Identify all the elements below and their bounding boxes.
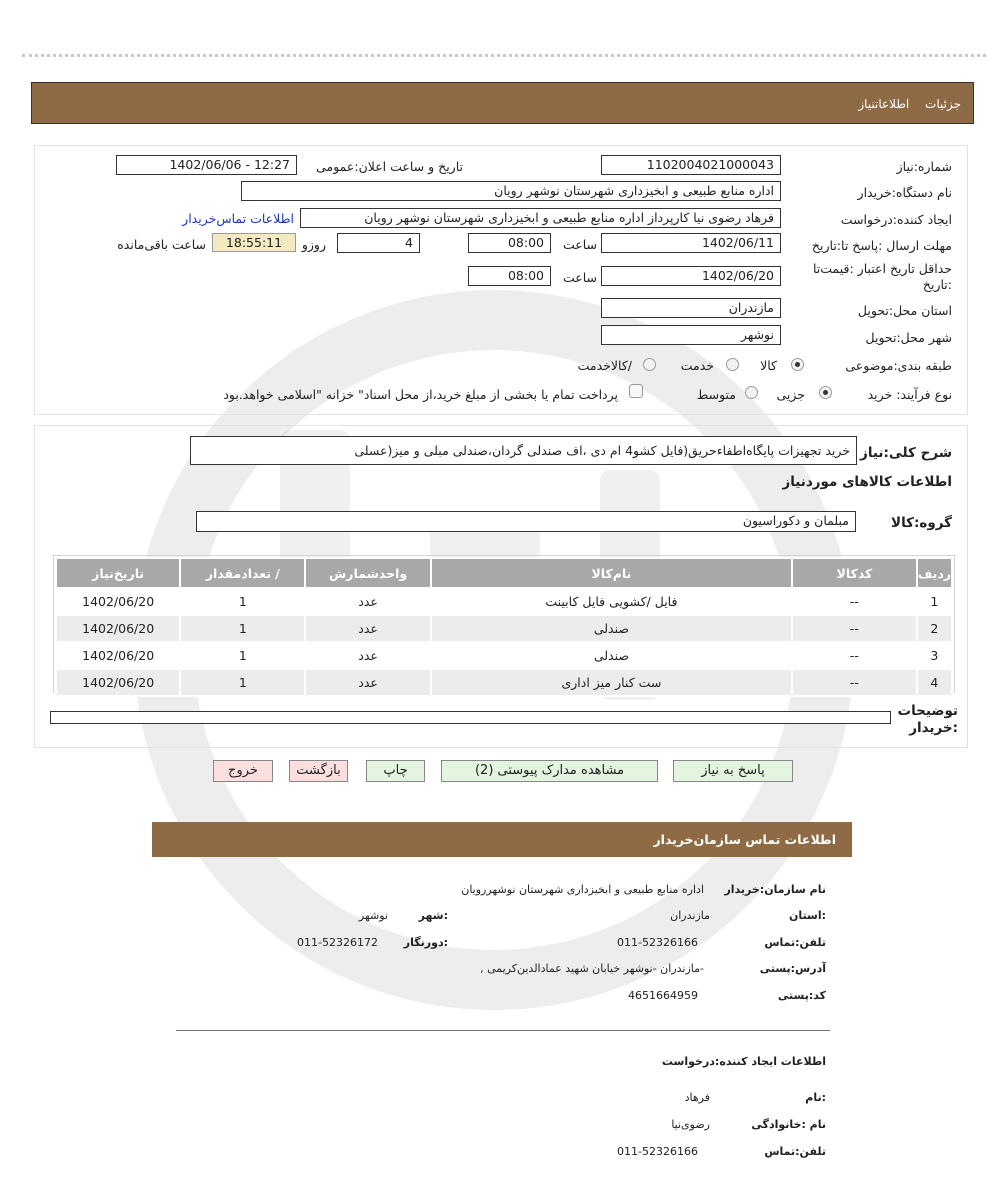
- need-number-label: شماره:نیاز: [896, 159, 952, 174]
- remaining-label: ساعت باقی‌مانده: [117, 237, 206, 252]
- price-validity-label: حداقل تاریخ اعتبار :قیمت‌تا :تاریخ: [812, 261, 952, 292]
- contact-divider: [176, 1030, 830, 1031]
- buyer-org-field: اداره منابع طبیعی و ابخیزداری شهرستان نوشهر رویان: [241, 181, 781, 201]
- creator-phone-label: تلفن:تماس: [764, 1145, 826, 1158]
- items-table: [55, 557, 953, 697]
- cell-name: ست کنار میز اداری: [431, 669, 792, 696]
- contact-province-value: مازندران: [670, 909, 710, 922]
- breadcrumb-need-info[interactable]: اطلاعاتنیاز: [858, 97, 910, 111]
- contact-postal-label: کد:پستی: [777, 989, 826, 1002]
- creator-name-label: :نام: [805, 1091, 826, 1104]
- table-row: [56, 588, 952, 615]
- contact-city-label: :شهر: [418, 909, 448, 922]
- contact-city-value: نوشهر: [358, 909, 388, 922]
- city-field: نوشهر: [601, 325, 781, 345]
- reply-button[interactable]: پاسخ به نیاز: [673, 760, 793, 782]
- items-table-header: [56, 558, 952, 588]
- table-row: [56, 669, 952, 696]
- cell-code: --: [792, 588, 917, 615]
- goods-heading: اطلاعات کالاهای موردنیاز: [782, 474, 952, 490]
- cell-row: 2: [917, 615, 952, 642]
- announce-field: 1402/06/06 - 12:27: [116, 155, 297, 175]
- category-option-service: خدمت: [680, 358, 714, 373]
- breadcrumb: [846, 97, 961, 111]
- cell-qty: 1: [180, 642, 305, 669]
- process-option-minor: جزیی: [776, 387, 805, 402]
- col-code: کدکالا: [792, 558, 917, 588]
- col-row: ردیف: [917, 558, 952, 588]
- cell-name: صندلی: [431, 642, 792, 669]
- table-row: [56, 615, 952, 642]
- cell-date: 1402/06/20: [56, 588, 180, 615]
- buyer-notes-label: توضیحات :خریدار: [897, 703, 958, 736]
- contact-address-value: -مازندران -نوشهر خیابان شهید عمادالدین‌کریمی ,: [480, 962, 704, 975]
- buyer-contact-header: [152, 822, 852, 857]
- cell-date: 1402/06/20: [56, 642, 180, 669]
- payment-note: پرداخت تمام یا بخشی از مبلغ خرید،از محل اسناد" خزانه "اسلامی خواهد.بود: [223, 387, 618, 402]
- days-field: 4: [337, 233, 420, 253]
- org-label: نام سازمان:خریدار: [724, 883, 826, 896]
- table-row: [56, 642, 952, 669]
- col-date: تاریخ‌نیاز: [56, 558, 180, 588]
- contact-phone-value: 011-52326166: [617, 936, 698, 949]
- cell-code: --: [792, 642, 917, 669]
- city-label: شهر محل:تحویل: [865, 330, 952, 345]
- remaining-timer: 18:55:11: [212, 233, 296, 252]
- creator-label: ایجاد کننده:درخواست: [840, 212, 952, 227]
- buyer-notes-field: [50, 711, 891, 724]
- cell-unit: عدد: [305, 615, 430, 642]
- exit-button[interactable]: خروج: [213, 760, 273, 782]
- org-value: اداره منابع طبیعی و ابخیزداری شهرستان نوشهررویان: [461, 883, 704, 896]
- category-label: طبقه بندی:موضوعی: [845, 358, 952, 373]
- contact-fax-value: 011-52326172: [297, 936, 378, 949]
- page-header-bar: [31, 82, 974, 124]
- process-option-medium: متوسط: [696, 387, 736, 402]
- cell-row: 1: [917, 588, 952, 615]
- summary-field: خرید تجهیزات پایگاه‌اطفاءحریق(فایل کشو4 ام دی ،اف صندلی گردان،صندلی مبلی و میز(عسلی: [190, 436, 857, 465]
- price-validity-date-field: 1402/06/20: [601, 266, 781, 286]
- attachments-button[interactable]: مشاهده مدارک پیوستی (2): [441, 760, 658, 782]
- reply-deadline-label: مهلت ارسال :پاسخ تا:تاریخ: [811, 238, 952, 253]
- category-option-goods-service: /کالاخدمت: [577, 358, 632, 373]
- cell-qty: 1: [180, 669, 305, 696]
- payment-checkbox[interactable]: [629, 384, 643, 398]
- creator-field: فرهاد رضوی نیا کارپرداز اداره منابع طبیعی و ابخیزداری شهرستان نوشهر رویان: [300, 208, 781, 228]
- group-field: مبلمان و دکوراسیون: [196, 511, 856, 532]
- cell-unit: عدد: [305, 669, 430, 696]
- creator-phone-value: 011-52326166: [617, 1145, 698, 1158]
- cell-name: صندلی: [431, 615, 792, 642]
- col-name: نام‌کالا: [431, 558, 792, 588]
- category-radio-service[interactable]: [726, 358, 739, 371]
- col-qty: / تعدادمقدار: [180, 558, 305, 588]
- back-button[interactable]: بازگشت: [289, 760, 348, 782]
- cell-qty: 1: [180, 588, 305, 615]
- reply-time-field: 08:00: [468, 233, 551, 253]
- cell-code: --: [792, 669, 917, 696]
- col-unit: واحدشمارش: [305, 558, 430, 588]
- process-label: نوع فرآیند: خرید: [867, 387, 952, 402]
- cell-qty: 1: [180, 615, 305, 642]
- creator-family-value: رضوی‌نیا: [671, 1118, 710, 1131]
- contact-province-label: :استان: [789, 909, 826, 922]
- days-label: روزو: [301, 237, 326, 252]
- category-option-goods: کالا: [760, 358, 777, 373]
- cell-unit: عدد: [305, 588, 430, 615]
- price-validity-time-label: ساعت: [562, 270, 597, 285]
- cell-code: --: [792, 615, 917, 642]
- contact-address-label: آدرس:پستی: [759, 962, 826, 975]
- summary-label: شرح کلی:نیاز: [860, 445, 952, 461]
- creator-family-label: نام :خانوادگی: [751, 1118, 826, 1131]
- breadcrumb-details[interactable]: جزئیات: [925, 97, 961, 111]
- cell-date: 1402/06/20: [56, 615, 180, 642]
- province-label: استان محل:تحویل: [857, 303, 952, 318]
- cell-row: 4: [917, 669, 952, 696]
- top-dotted-divider: [22, 54, 986, 57]
- creator-name-value: فرهاد: [684, 1091, 710, 1104]
- category-radio-goods[interactable]: [791, 358, 804, 371]
- province-field: مازندران: [601, 298, 781, 318]
- process-radio-minor[interactable]: [819, 386, 832, 399]
- cell-name: فایل /کشویی فایل کابینت: [431, 588, 792, 615]
- buyer-org-label: نام دستگاه:خریدار: [857, 185, 952, 200]
- contact-postal-value: 4651664959: [628, 989, 698, 1002]
- announce-label: تاریخ و ساعت اعلان:عمومی: [316, 159, 463, 174]
- cell-date: 1402/06/20: [56, 669, 180, 696]
- buyer-contact-title: اطلاعات تماس سازمان‌خریدار: [653, 832, 836, 847]
- category-radio-goods-service[interactable]: [643, 358, 656, 371]
- cell-row: 3: [917, 642, 952, 669]
- cell-unit: عدد: [305, 642, 430, 669]
- buyer-contact-link[interactable]: اطلاعات تماس‌خریدار: [182, 211, 294, 226]
- need-number-field: 1102004021000043: [601, 155, 781, 175]
- reply-time-label: ساعت: [562, 237, 597, 252]
- print-button[interactable]: چاپ: [366, 760, 425, 782]
- contact-phone-label: تلفن:تماس: [764, 936, 826, 949]
- reply-date-field: 1402/06/11: [601, 233, 781, 253]
- creator-info-title: اطلاعات ایجاد کننده:درخواست: [661, 1055, 826, 1068]
- contact-fax-label: :دورنگار: [403, 936, 448, 949]
- process-radio-medium[interactable]: [745, 386, 758, 399]
- group-label: گروه:کالا: [891, 515, 952, 531]
- price-validity-time-field: 08:00: [468, 266, 551, 286]
